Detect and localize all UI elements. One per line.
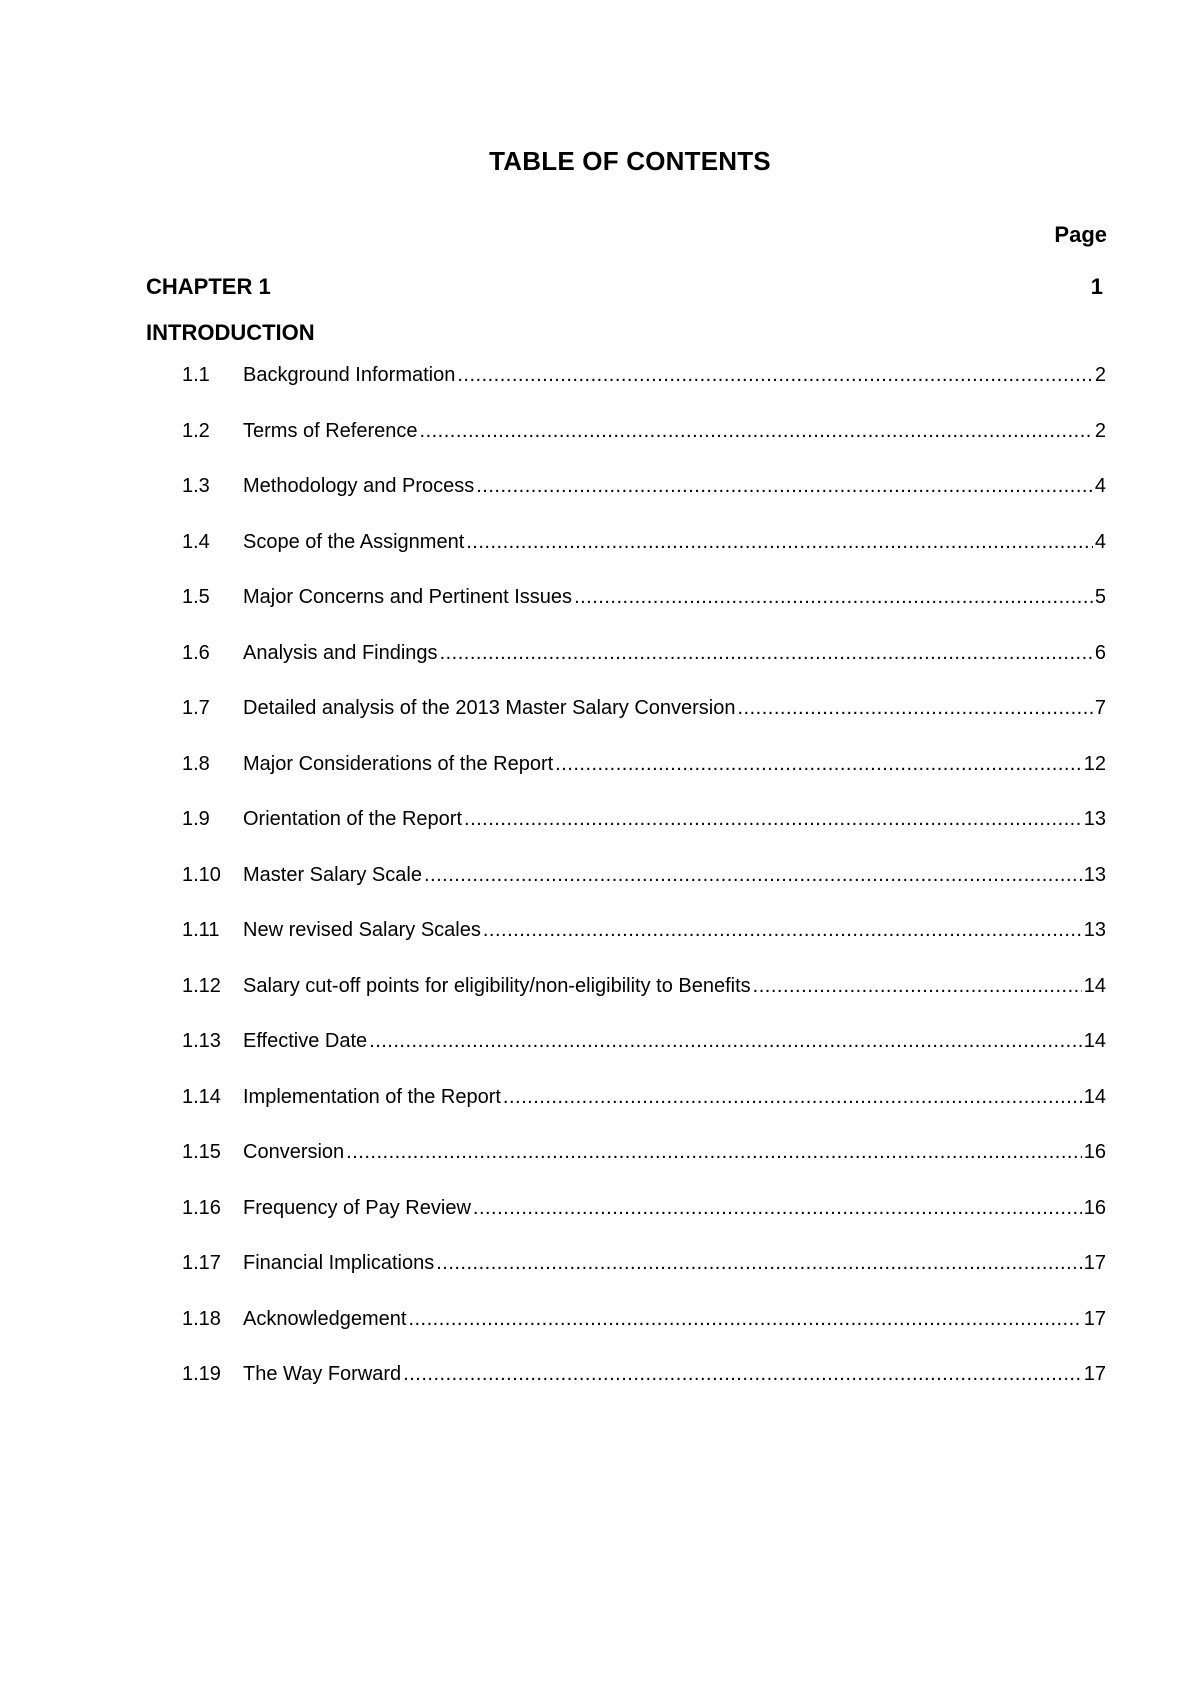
- entry-label: Scope of the Assignment: [243, 530, 465, 553]
- entry-number: 1.7: [182, 697, 210, 719]
- entry-page-number: 13: [1083, 808, 1106, 830]
- entry-number: 1.15: [182, 1141, 221, 1163]
- entry-number: 1.19: [182, 1363, 221, 1385]
- entry-number: 1.5: [182, 586, 210, 608]
- entry-number: 1.4: [182, 530, 210, 553]
- entry-label: Conversion: [243, 1141, 345, 1163]
- dot-leader: [457, 364, 1093, 387]
- entry-page-number: 13: [1083, 919, 1106, 941]
- document-title: TABLE OF CONTENTS: [489, 146, 771, 176]
- entry-label: Background Information: [243, 364, 456, 386]
- entry-label: Acknowledgement: [243, 1307, 407, 1330]
- toc-entry[interactable]: [182, 1086, 1106, 1142]
- dot-leader: [424, 864, 1082, 887]
- page-column-header: Page: [1054, 222, 1107, 247]
- entry-label: Financial Implications: [243, 1252, 435, 1274]
- entry-page-number: 7: [1094, 697, 1106, 719]
- entry-number: 1.10: [182, 863, 221, 886]
- entry-page-number: 17: [1083, 1307, 1106, 1330]
- dot-leader: [737, 697, 1092, 720]
- dot-leader: [369, 1030, 1082, 1053]
- entry-label: Master Salary Scale: [243, 863, 422, 886]
- dot-leader: [420, 420, 1093, 443]
- toc-entry[interactable]: [182, 753, 1106, 809]
- entry-label: Salary cut-off points for eligibility/non-eligibility to Benefits: [243, 974, 751, 997]
- toc-entry[interactable]: [182, 697, 1106, 753]
- dot-leader: [346, 1141, 1082, 1164]
- entry-page-number: 14: [1083, 1085, 1106, 1108]
- dot-leader: [440, 642, 1093, 665]
- toc-entry[interactable]: [182, 531, 1106, 587]
- entry-number: 1.9: [182, 808, 210, 830]
- entry-label: Terms of Reference: [243, 419, 418, 442]
- entry-label: Orientation of the Report: [243, 808, 463, 830]
- toc-entry[interactable]: [182, 586, 1106, 642]
- dot-leader: [408, 1308, 1081, 1331]
- toc-entry[interactable]: [182, 1141, 1106, 1197]
- entry-label: Implementation of the Report: [243, 1085, 501, 1108]
- chapter-page-number: 1: [1090, 274, 1103, 299]
- entry-label: Analysis and Findings: [243, 641, 438, 664]
- entry-page-number: 4: [1094, 530, 1106, 553]
- dot-leader: [574, 586, 1093, 609]
- chapter-heading: INTRODUCTION: [146, 320, 315, 345]
- entry-number: 1.3: [182, 475, 210, 497]
- entry-label: Major Concerns and Pertinent Issues: [243, 586, 573, 608]
- dot-leader: [483, 919, 1082, 942]
- entry-number: 1.17: [182, 1252, 221, 1274]
- chapter-label: CHAPTER 1: [146, 274, 271, 299]
- entry-number: 1.12: [182, 974, 221, 997]
- entry-page-number: 14: [1083, 1030, 1106, 1052]
- entry-page-number: 4: [1094, 475, 1106, 497]
- dot-leader: [555, 753, 1082, 776]
- toc-entry[interactable]: [182, 1363, 1106, 1419]
- toc-entry[interactable]: [182, 1197, 1106, 1253]
- entry-page-number: 17: [1083, 1252, 1106, 1274]
- toc-entry[interactable]: [182, 642, 1106, 698]
- toc-entry[interactable]: [182, 475, 1106, 531]
- toc-entry[interactable]: [182, 919, 1106, 975]
- entry-page-number: 17: [1083, 1363, 1106, 1385]
- dot-leader: [473, 1197, 1082, 1220]
- entry-number: 1.2: [182, 419, 210, 442]
- dot-leader: [753, 975, 1082, 998]
- entry-page-number: 16: [1083, 1196, 1106, 1219]
- entry-label: Frequency of Pay Review: [243, 1196, 471, 1219]
- entry-number: 1.6: [182, 641, 210, 664]
- entry-page-number: 14: [1083, 974, 1106, 997]
- dot-leader: [464, 808, 1082, 831]
- toc-entry[interactable]: [182, 1252, 1106, 1308]
- toc-entry[interactable]: [182, 1308, 1106, 1364]
- entry-number: 1.1: [182, 364, 210, 386]
- toc-entry[interactable]: [182, 364, 1106, 420]
- toc-entry[interactable]: [182, 808, 1106, 864]
- dot-leader: [436, 1252, 1082, 1275]
- entry-page-number: 2: [1094, 364, 1106, 386]
- dot-leader: [403, 1363, 1082, 1386]
- entry-page-number: 16: [1083, 1141, 1106, 1163]
- entry-number: 1.11: [182, 919, 220, 941]
- toc-entry[interactable]: [182, 975, 1106, 1031]
- entry-page-number: 12: [1083, 752, 1106, 775]
- entry-number: 1.16: [182, 1196, 221, 1219]
- entry-label: Major Considerations of the Report: [243, 752, 554, 775]
- entry-page-number: 2: [1094, 419, 1106, 442]
- entry-page-number: 13: [1083, 863, 1106, 886]
- entry-number: 1.18: [182, 1307, 221, 1330]
- entry-label: Effective Date: [243, 1030, 368, 1052]
- dot-leader: [476, 475, 1093, 498]
- entry-label: Methodology and Process: [243, 475, 475, 497]
- dot-leader: [503, 1086, 1082, 1109]
- entry-page-number: 5: [1094, 586, 1106, 608]
- entry-label: Detailed analysis of the 2013 Master Salary Conversion: [243, 697, 736, 719]
- toc-entry[interactable]: [182, 420, 1106, 476]
- entry-number: 1.14: [182, 1085, 221, 1108]
- entry-page-number: 6: [1094, 641, 1106, 664]
- entry-number: 1.13: [182, 1030, 221, 1052]
- entry-label: The Way Forward: [243, 1363, 402, 1385]
- entry-label: New revised Salary Scales: [243, 919, 481, 941]
- toc-entry-list: [182, 364, 1106, 1419]
- entry-number: 1.8: [182, 752, 210, 775]
- toc-entry[interactable]: [182, 864, 1106, 920]
- toc-entry[interactable]: [182, 1030, 1106, 1086]
- dot-leader: [466, 531, 1093, 554]
